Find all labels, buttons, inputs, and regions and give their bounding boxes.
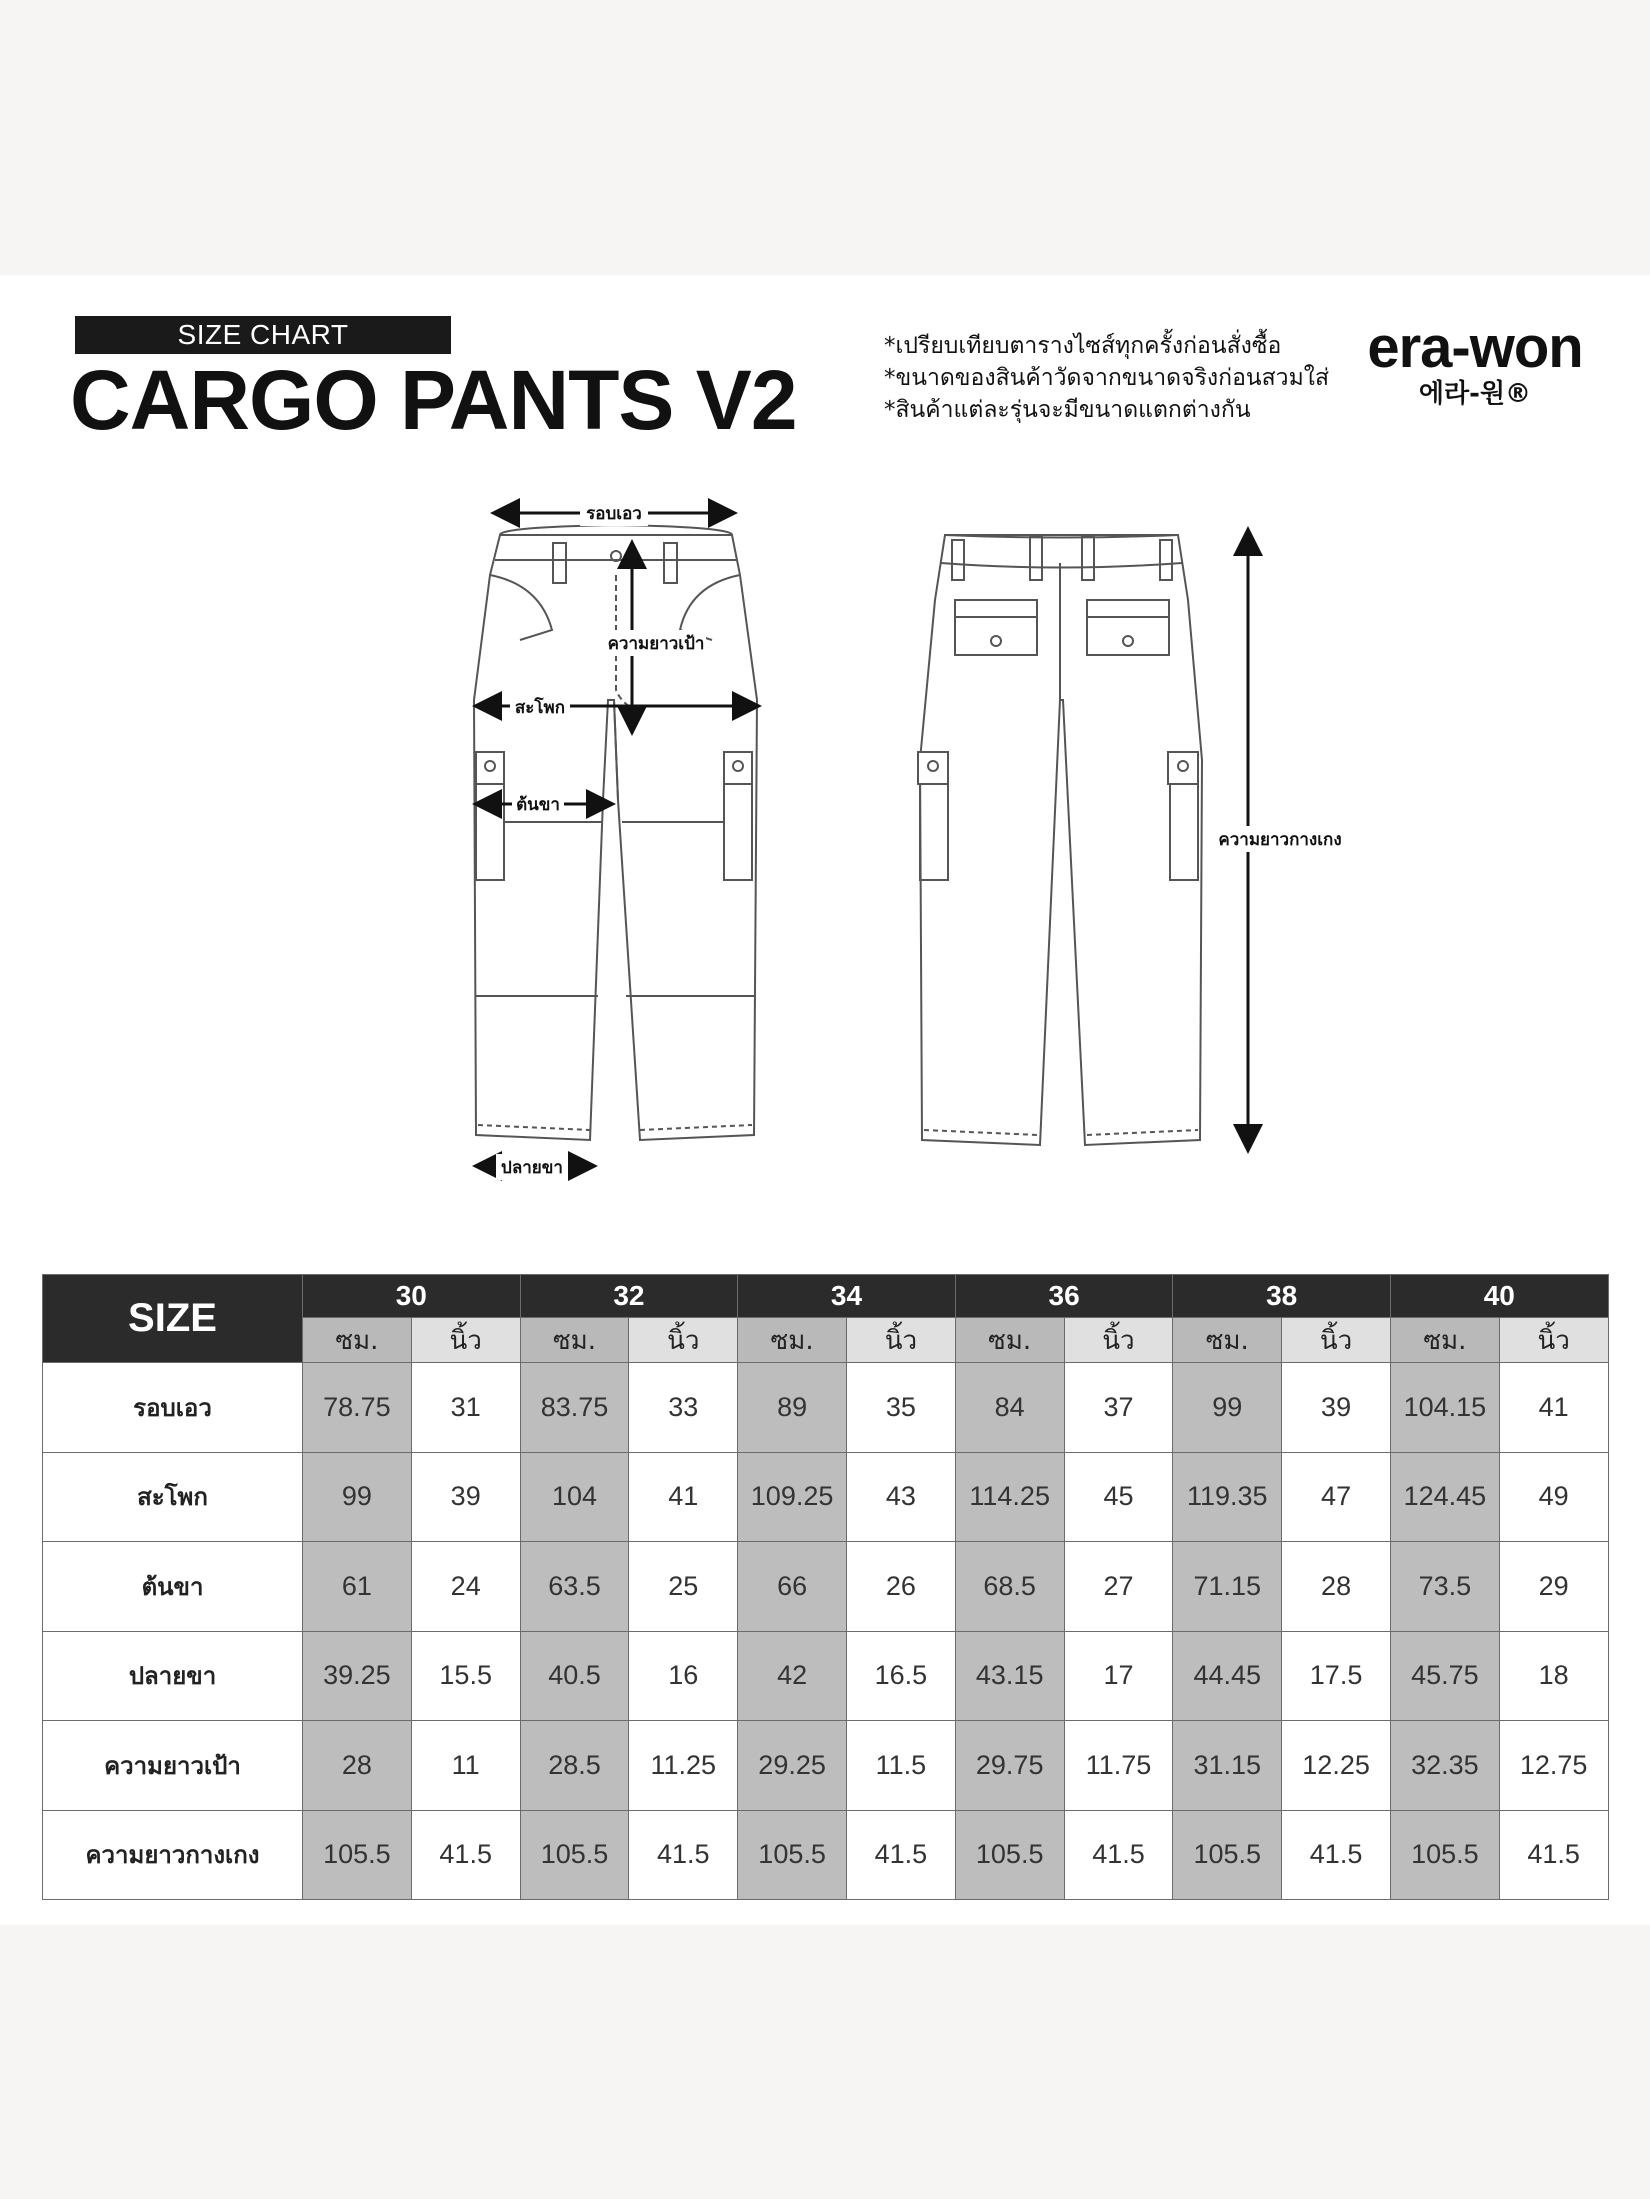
cell-cm: 66 — [738, 1542, 847, 1632]
cell-cm: 119.35 — [1173, 1452, 1282, 1542]
cell-cm: 42 — [738, 1631, 847, 1721]
cell-cm: 109.25 — [738, 1452, 847, 1542]
note-2: *ขนาดของสินค้าวัดจากขนาดจริงก่อนสวมใส่ — [884, 365, 1329, 391]
cell-cm: 63.5 — [520, 1542, 629, 1632]
cell-inch: 17.5 — [1282, 1631, 1391, 1721]
cell-inch: 24 — [411, 1542, 520, 1632]
cell-cm: 105.5 — [1390, 1810, 1499, 1900]
unit-inch: นิ้ว — [629, 1318, 738, 1363]
rise-label: ความยาวเป้า — [607, 634, 705, 654]
size-chart-badge: SIZE CHART — [75, 316, 451, 354]
cell-cm: 84 — [955, 1363, 1064, 1453]
table-row — [43, 1452, 1609, 1542]
cell-cm: 105.5 — [303, 1810, 412, 1900]
cell-inch: 41 — [629, 1452, 738, 1542]
size-header: SIZE — [43, 1275, 303, 1363]
unit-inch: นิ้ว — [846, 1318, 955, 1363]
product-title: CARGO PANTS V2 — [70, 353, 797, 447]
cell-cm: 39.25 — [303, 1631, 412, 1721]
cell-cm: 99 — [1173, 1363, 1282, 1453]
cell-cm: 29.25 — [738, 1721, 847, 1811]
unit-inch: นิ้ว — [1499, 1318, 1608, 1363]
unit-cm: ซม. — [1173, 1318, 1282, 1363]
unit-inch: นิ้ว — [411, 1318, 520, 1363]
cell-inch: 43 — [846, 1452, 955, 1542]
size-30: 30 — [303, 1275, 521, 1318]
cell-inch: 39 — [1282, 1363, 1391, 1453]
table-row — [43, 1631, 1609, 1721]
cell-inch: 17 — [1064, 1631, 1173, 1721]
cell-inch: 37 — [1064, 1363, 1173, 1453]
cell-inch: 16 — [629, 1631, 738, 1721]
size-table — [42, 1274, 1609, 1900]
cell-cm: 99 — [303, 1452, 412, 1542]
table-row — [43, 1810, 1609, 1900]
cell-inch: 39 — [411, 1452, 520, 1542]
note-1: *เปรียบเทียบตารางไซส์ทุกครั้งก่อนสั่งซื้อ — [884, 333, 1282, 359]
cell-cm: 124.45 — [1390, 1452, 1499, 1542]
cell-cm: 71.15 — [1173, 1542, 1282, 1632]
cell-cm: 78.75 — [303, 1363, 412, 1453]
cell-cm: 104.15 — [1390, 1363, 1499, 1453]
cell-inch: 16.5 — [846, 1631, 955, 1721]
cell-inch: 29 — [1499, 1542, 1608, 1632]
table-row — [43, 1542, 1609, 1632]
unit-cm: ซม. — [955, 1318, 1064, 1363]
size-table-body — [43, 1363, 1609, 1900]
cell-inch: 12.25 — [1282, 1721, 1391, 1811]
cell-inch: 41 — [1499, 1363, 1608, 1453]
size-38: 38 — [1173, 1275, 1391, 1318]
row-label: ต้นขา — [43, 1542, 303, 1632]
back-pants-drawing — [918, 535, 1202, 1145]
table-row — [43, 1363, 1609, 1453]
length-label: ความยาวกางเกง — [1218, 830, 1342, 850]
cell-inch: 41.5 — [846, 1810, 955, 1900]
size-32: 32 — [520, 1275, 738, 1318]
cell-inch: 25 — [629, 1542, 738, 1632]
thigh-label: ต้นขา — [516, 795, 560, 815]
row-label: สะโพก — [43, 1452, 303, 1542]
cell-cm: 68.5 — [955, 1542, 1064, 1632]
cell-inch: 41.5 — [1064, 1810, 1173, 1900]
cell-cm: 40.5 — [520, 1631, 629, 1721]
cell-cm: 105.5 — [738, 1810, 847, 1900]
row-label: รอบเอว — [43, 1363, 303, 1453]
cell-cm: 44.45 — [1173, 1631, 1282, 1721]
brand-korean-name: 에라-원® — [1418, 379, 1532, 409]
cell-inch: 49 — [1499, 1452, 1608, 1542]
cell-cm: 89 — [738, 1363, 847, 1453]
cell-inch: 11.5 — [846, 1721, 955, 1811]
cell-cm: 83.75 — [520, 1363, 629, 1453]
size-40: 40 — [1390, 1275, 1608, 1318]
row-label: ปลายขา — [43, 1631, 303, 1721]
cell-inch: 18 — [1499, 1631, 1608, 1721]
cell-inch: 47 — [1282, 1452, 1391, 1542]
note-3: *สินค้าแต่ละรุ่นจะมีขนาดแตกต่างกัน — [884, 397, 1251, 423]
row-label: ความยาวเป้า — [43, 1721, 303, 1811]
size-34: 34 — [738, 1275, 956, 1318]
cell-inch: 26 — [846, 1542, 955, 1632]
cell-cm: 105.5 — [955, 1810, 1064, 1900]
cell-cm: 104 — [520, 1452, 629, 1542]
unit-inch: นิ้ว — [1282, 1318, 1391, 1363]
cell-cm: 105.5 — [520, 1810, 629, 1900]
cell-inch: 45 — [1064, 1452, 1173, 1542]
cell-inch: 12.75 — [1499, 1721, 1608, 1811]
cell-cm: 114.25 — [955, 1452, 1064, 1542]
cell-inch: 41.5 — [1499, 1810, 1608, 1900]
front-pants-drawing — [474, 525, 757, 1140]
cell-inch: 11.75 — [1064, 1721, 1173, 1811]
cell-cm: 31.15 — [1173, 1721, 1282, 1811]
unit-cm: ซม. — [303, 1318, 412, 1363]
cell-cm: 73.5 — [1390, 1542, 1499, 1632]
cell-inch: 11.25 — [629, 1721, 738, 1811]
cell-inch: 27 — [1064, 1542, 1173, 1632]
size-36: 36 — [955, 1275, 1173, 1318]
cell-inch: 41.5 — [411, 1810, 520, 1900]
cell-cm: 28 — [303, 1721, 412, 1811]
cell-inch: 28 — [1282, 1542, 1391, 1632]
row-label: ความยาวกางเกง — [43, 1810, 303, 1900]
unit-inch: นิ้ว — [1064, 1318, 1173, 1363]
unit-cm: ซม. — [520, 1318, 629, 1363]
cell-cm: 43.15 — [955, 1631, 1064, 1721]
hip-label: สะโพก — [514, 698, 566, 718]
cell-inch: 41.5 — [1282, 1810, 1391, 1900]
cell-inch: 11 — [411, 1721, 520, 1811]
cell-cm: 61 — [303, 1542, 412, 1632]
brand-name: era-won — [1367, 315, 1583, 380]
cell-inch: 31 — [411, 1363, 520, 1453]
unit-cm: ซม. — [1390, 1318, 1499, 1363]
hem-label: ปลายขา — [501, 1158, 563, 1178]
waist-label: รอบเอว — [586, 504, 642, 524]
cell-cm: 29.75 — [955, 1721, 1064, 1811]
cell-cm: 32.35 — [1390, 1721, 1499, 1811]
cell-inch: 41.5 — [629, 1810, 738, 1900]
cell-cm: 45.75 — [1390, 1631, 1499, 1721]
cell-inch: 35 — [846, 1363, 955, 1453]
cell-cm: 28.5 — [520, 1721, 629, 1811]
cell-inch: 33 — [629, 1363, 738, 1453]
unit-cm: ซม. — [738, 1318, 847, 1363]
table-row — [43, 1721, 1609, 1811]
cell-cm: 105.5 — [1173, 1810, 1282, 1900]
cell-inch: 15.5 — [411, 1631, 520, 1721]
